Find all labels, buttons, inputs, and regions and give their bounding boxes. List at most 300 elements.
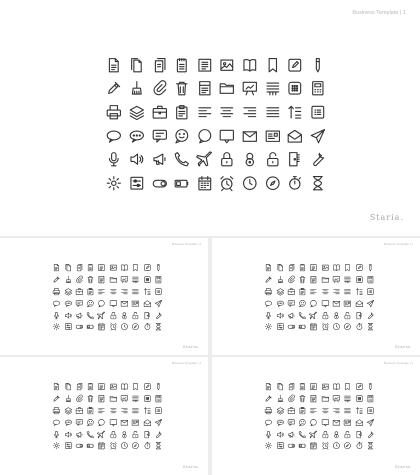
open-envelope-icon — [141, 416, 152, 428]
book-icon — [119, 262, 130, 274]
printer-icon — [103, 100, 126, 124]
telephone-icon — [171, 148, 194, 172]
layers-icon — [62, 405, 73, 417]
align-right-icon — [119, 286, 130, 298]
phone-keypad-icon — [141, 393, 152, 405]
compass-icon — [130, 321, 141, 333]
clipboard-icon — [297, 405, 308, 417]
door-lock-icon — [141, 309, 152, 321]
align-justify-icon — [130, 405, 141, 417]
pencil-icon — [365, 381, 376, 393]
folder-icon — [108, 274, 119, 286]
notes-icon — [85, 381, 96, 393]
align-center-icon — [108, 286, 119, 298]
speaker-icon — [126, 148, 149, 172]
envelope-icon — [119, 416, 130, 428]
book-icon — [119, 381, 130, 393]
settings-icon — [103, 171, 126, 195]
book-icon — [331, 381, 342, 393]
brand-logo: Staria. — [394, 344, 412, 349]
ruler-icon — [130, 393, 141, 405]
hourglass-icon — [153, 321, 164, 333]
document-icon — [51, 381, 62, 393]
layers-icon — [126, 100, 149, 124]
align-left-icon — [308, 405, 319, 417]
stopwatch-icon — [353, 440, 364, 452]
icon-grid — [51, 381, 164, 452]
align-right-icon — [239, 100, 262, 124]
trash-icon — [85, 393, 96, 405]
open-envelope-icon — [353, 416, 364, 428]
ruler-icon — [130, 274, 141, 286]
clock-icon — [331, 440, 342, 452]
document-icon — [263, 381, 274, 393]
documents-icon — [62, 381, 73, 393]
trash-icon — [297, 393, 308, 405]
envelope-icon — [331, 416, 342, 428]
postcard-icon — [342, 297, 353, 309]
image-icon — [320, 381, 331, 393]
megaphone-icon — [148, 148, 171, 172]
edit-icon — [353, 381, 364, 393]
postcard-icon — [342, 416, 353, 428]
wrench-icon — [153, 428, 164, 440]
brand-logo: Staria. — [182, 464, 200, 469]
slide-thumbnail-4[interactable] — [212, 357, 420, 475]
calendar-icon — [308, 440, 319, 452]
door-lock-icon — [284, 148, 307, 172]
compass-icon — [342, 321, 353, 333]
unlock-icon — [342, 309, 353, 321]
alarm-clock-icon — [320, 440, 331, 452]
smile-chat-icon — [85, 416, 96, 428]
align-left-icon — [96, 405, 107, 417]
bookmark-icon — [130, 381, 141, 393]
envelope-icon — [331, 297, 342, 309]
main-slide[interactable] — [0, 0, 420, 236]
bookmark-icon — [130, 262, 141, 274]
phone-keypad-icon — [353, 393, 364, 405]
broom-icon — [274, 274, 285, 286]
envelope-icon — [119, 297, 130, 309]
pencil-icon — [365, 262, 376, 274]
alarm-clock-icon — [320, 321, 331, 333]
ruler-icon — [342, 274, 353, 286]
smile-chat-icon — [85, 297, 96, 309]
icon-grid — [51, 262, 164, 333]
paperclip-icon — [74, 274, 85, 286]
airplane-icon — [308, 309, 319, 321]
paperclip-icon — [74, 393, 85, 405]
telephone-icon — [85, 309, 96, 321]
wrench-icon — [153, 309, 164, 321]
documents-icon — [274, 262, 285, 274]
paperclip-icon — [286, 393, 297, 405]
open-envelope-icon — [141, 297, 152, 309]
image-icon — [108, 381, 119, 393]
clipboard-icon — [171, 100, 194, 124]
chat-bubbles-icon — [148, 124, 171, 148]
briefcase-icon — [148, 100, 171, 124]
broom-icon — [62, 393, 73, 405]
list-icon — [153, 405, 164, 417]
blackboard-icon — [331, 274, 342, 286]
list-icon — [306, 100, 329, 124]
door-lock-icon — [353, 428, 364, 440]
combination-lock-icon — [331, 309, 342, 321]
compass-icon — [261, 171, 284, 195]
alarm-clock-icon — [108, 440, 119, 452]
megaphone-icon — [74, 428, 85, 440]
printer-icon — [51, 405, 62, 417]
align-justify-icon — [130, 286, 141, 298]
align-justify-icon — [261, 100, 284, 124]
edit-icon — [141, 262, 152, 274]
copy-icon — [148, 53, 171, 77]
microphone-icon — [103, 148, 126, 172]
speaker-icon — [62, 309, 73, 321]
speech-bubble-icon — [263, 416, 274, 428]
wrench-icon — [365, 309, 376, 321]
copy-icon — [74, 262, 85, 274]
pen-icon — [263, 393, 274, 405]
combination-lock-icon — [239, 148, 262, 172]
airplane-icon — [308, 428, 319, 440]
round-chat-icon — [96, 416, 107, 428]
bookmark-icon — [342, 381, 353, 393]
slide-thumbnail-3[interactable] — [0, 357, 208, 475]
broom-icon — [62, 274, 73, 286]
article-icon — [308, 381, 319, 393]
lock-icon — [108, 309, 119, 321]
speech-bubble-icon — [51, 416, 62, 428]
edit-icon — [141, 381, 152, 393]
sliders-icon — [274, 321, 285, 333]
toggle-icon — [148, 171, 171, 195]
clock-icon — [239, 171, 262, 195]
battery-icon — [85, 321, 96, 333]
postcard-icon — [130, 416, 141, 428]
door-lock-icon — [353, 309, 364, 321]
brand-logo: Staria. — [182, 344, 200, 349]
printer-icon — [51, 286, 62, 298]
sliders-icon — [62, 440, 73, 452]
chat-dots-icon — [62, 297, 73, 309]
toggle-icon — [74, 321, 85, 333]
speech-bubble-icon — [263, 297, 274, 309]
megaphone-icon — [286, 309, 297, 321]
pen-icon — [51, 393, 62, 405]
stopwatch-icon — [284, 171, 307, 195]
wrench-icon — [306, 148, 329, 172]
speaker-icon — [62, 428, 73, 440]
ruler-icon — [342, 393, 353, 405]
printer-icon — [263, 405, 274, 417]
clipboard-icon — [85, 286, 96, 298]
notebook-icon — [308, 393, 319, 405]
envelope-icon — [239, 124, 262, 148]
calendar-icon — [193, 171, 216, 195]
settings-icon — [263, 440, 274, 452]
microphone-icon — [51, 309, 62, 321]
edit-icon — [284, 53, 307, 77]
combination-lock-icon — [119, 309, 130, 321]
notebook-icon — [96, 274, 107, 286]
notebook-icon — [96, 393, 107, 405]
microphone-icon — [263, 428, 274, 440]
trash-icon — [171, 77, 194, 101]
calendar-icon — [308, 321, 319, 333]
bookmark-icon — [342, 262, 353, 274]
calculator-icon — [153, 393, 164, 405]
toggle-icon — [286, 440, 297, 452]
alarm-clock-icon — [108, 321, 119, 333]
square-chat-icon — [216, 124, 239, 148]
article-icon — [308, 262, 319, 274]
slide-header-label: Business Template | 1 — [171, 242, 201, 246]
briefcase-icon — [74, 405, 85, 417]
speech-bubble-icon — [103, 124, 126, 148]
settings-icon — [51, 440, 62, 452]
telephone-icon — [297, 309, 308, 321]
hourglass-icon — [306, 171, 329, 195]
paperclip-icon — [148, 77, 171, 101]
pencil-icon — [306, 53, 329, 77]
list-icon — [365, 405, 376, 417]
postcard-icon — [261, 124, 284, 148]
copy-icon — [74, 381, 85, 393]
compass-icon — [342, 440, 353, 452]
toggle-icon — [286, 321, 297, 333]
notes-icon — [297, 381, 308, 393]
icon-grid — [263, 381, 376, 452]
chat-dots-icon — [126, 124, 149, 148]
round-chat-icon — [308, 416, 319, 428]
chat-dots-icon — [274, 297, 285, 309]
notes-icon — [297, 262, 308, 274]
paperclip-icon — [286, 274, 297, 286]
settings-icon — [51, 321, 62, 333]
chat-bubbles-icon — [286, 416, 297, 428]
sliders-icon — [126, 171, 149, 195]
phone-keypad-icon — [353, 274, 364, 286]
chat-bubbles-icon — [74, 297, 85, 309]
align-left-icon — [96, 286, 107, 298]
align-center-icon — [216, 100, 239, 124]
chat-dots-icon — [274, 416, 285, 428]
broom-icon — [274, 393, 285, 405]
slide-thumbnail-2[interactable] — [212, 238, 420, 355]
list-icon — [365, 286, 376, 298]
combination-lock-icon — [331, 428, 342, 440]
chat-bubbles-icon — [286, 297, 297, 309]
pen-icon — [51, 274, 62, 286]
stopwatch-icon — [353, 321, 364, 333]
chat-bubbles-icon — [74, 416, 85, 428]
round-chat-icon — [193, 124, 216, 148]
brand-logo: Staria. — [394, 464, 412, 469]
pencil-icon — [153, 262, 164, 274]
sort-icon — [353, 405, 364, 417]
layers-icon — [62, 286, 73, 298]
align-right-icon — [331, 286, 342, 298]
smile-chat-icon — [171, 124, 194, 148]
megaphone-icon — [286, 428, 297, 440]
pen-icon — [263, 274, 274, 286]
square-chat-icon — [320, 416, 331, 428]
document-icon — [103, 53, 126, 77]
airplane-icon — [193, 148, 216, 172]
square-chat-icon — [108, 416, 119, 428]
slide-header-label: Business Template | 1 — [383, 361, 413, 365]
unlock-icon — [130, 309, 141, 321]
smile-chat-icon — [297, 416, 308, 428]
speech-bubble-icon — [51, 297, 62, 309]
slide-header-label: Business Template | 1 — [383, 242, 413, 246]
icon-grid — [263, 262, 376, 333]
stopwatch-icon — [141, 440, 152, 452]
speaker-icon — [274, 309, 285, 321]
layers-icon — [274, 405, 285, 417]
align-center-icon — [108, 405, 119, 417]
document-icon — [51, 262, 62, 274]
sort-icon — [284, 100, 307, 124]
hourglass-icon — [365, 440, 376, 452]
notebook-icon — [193, 77, 216, 101]
open-envelope-icon — [353, 297, 364, 309]
door-lock-icon — [141, 428, 152, 440]
book-icon — [239, 53, 262, 77]
folder-icon — [320, 274, 331, 286]
article-icon — [96, 262, 107, 274]
airplane-icon — [96, 309, 107, 321]
edit-icon — [353, 262, 364, 274]
battery-icon — [297, 321, 308, 333]
trash-icon — [85, 274, 96, 286]
microphone-icon — [51, 428, 62, 440]
telephone-icon — [85, 428, 96, 440]
sort-icon — [141, 286, 152, 298]
send-icon — [365, 416, 376, 428]
smile-chat-icon — [297, 297, 308, 309]
hourglass-icon — [365, 321, 376, 333]
blackboard-icon — [331, 393, 342, 405]
round-chat-icon — [308, 297, 319, 309]
bookmark-icon — [261, 53, 284, 77]
copy-icon — [286, 262, 297, 274]
speaker-icon — [274, 428, 285, 440]
pen-icon — [103, 77, 126, 101]
calculator-icon — [365, 274, 376, 286]
send-icon — [306, 124, 329, 148]
align-right-icon — [119, 405, 130, 417]
notes-icon — [171, 53, 194, 77]
send-icon — [365, 297, 376, 309]
phone-keypad-icon — [141, 274, 152, 286]
battery-icon — [171, 171, 194, 195]
lock-icon — [216, 148, 239, 172]
send-icon — [153, 297, 164, 309]
layers-icon — [274, 286, 285, 298]
unlock-icon — [342, 428, 353, 440]
image-icon — [216, 53, 239, 77]
compass-icon — [130, 440, 141, 452]
folder-icon — [216, 77, 239, 101]
folder-icon — [108, 393, 119, 405]
megaphone-icon — [74, 309, 85, 321]
trash-icon — [297, 274, 308, 286]
unlock-icon — [261, 148, 284, 172]
phone-keypad-icon — [284, 77, 307, 101]
briefcase-icon — [74, 286, 85, 298]
calculator-icon — [306, 77, 329, 101]
align-justify-icon — [342, 405, 353, 417]
chat-dots-icon — [62, 416, 73, 428]
combination-lock-icon — [119, 428, 130, 440]
document-icon — [263, 262, 274, 274]
list-icon — [153, 286, 164, 298]
calendar-icon — [96, 440, 107, 452]
stopwatch-icon — [141, 321, 152, 333]
open-envelope-icon — [284, 124, 307, 148]
slide-header-label: Business Template | 1 — [171, 361, 201, 365]
documents-icon — [274, 381, 285, 393]
slide-header-label: Business Template | 1 — [352, 10, 406, 16]
broom-icon — [126, 77, 149, 101]
briefcase-icon — [286, 405, 297, 417]
postcard-icon — [130, 297, 141, 309]
notebook-icon — [308, 274, 319, 286]
slide-thumbnail-1[interactable] — [0, 238, 208, 355]
lock-icon — [320, 428, 331, 440]
folder-icon — [320, 393, 331, 405]
align-center-icon — [320, 286, 331, 298]
briefcase-icon — [286, 286, 297, 298]
telephone-icon — [297, 428, 308, 440]
airplane-icon — [96, 428, 107, 440]
calculator-icon — [365, 393, 376, 405]
microphone-icon — [263, 309, 274, 321]
image-icon — [108, 262, 119, 274]
clock-icon — [119, 321, 130, 333]
image-icon — [320, 262, 331, 274]
alarm-clock-icon — [216, 171, 239, 195]
brand-logo: Staria. — [369, 213, 404, 222]
documents-icon — [126, 53, 149, 77]
pencil-icon — [153, 381, 164, 393]
copy-icon — [286, 381, 297, 393]
article-icon — [96, 381, 107, 393]
calculator-icon — [153, 274, 164, 286]
sort-icon — [141, 405, 152, 417]
square-chat-icon — [320, 297, 331, 309]
sliders-icon — [62, 321, 73, 333]
icon-grid — [103, 53, 329, 195]
settings-icon — [263, 321, 274, 333]
blackboard-icon — [119, 393, 130, 405]
clipboard-icon — [297, 286, 308, 298]
clipboard-icon — [85, 405, 96, 417]
send-icon — [153, 416, 164, 428]
wrench-icon — [365, 428, 376, 440]
lock-icon — [320, 309, 331, 321]
align-justify-icon — [342, 286, 353, 298]
align-center-icon — [320, 405, 331, 417]
align-left-icon — [308, 286, 319, 298]
hourglass-icon — [153, 440, 164, 452]
unlock-icon — [130, 428, 141, 440]
printer-icon — [263, 286, 274, 298]
